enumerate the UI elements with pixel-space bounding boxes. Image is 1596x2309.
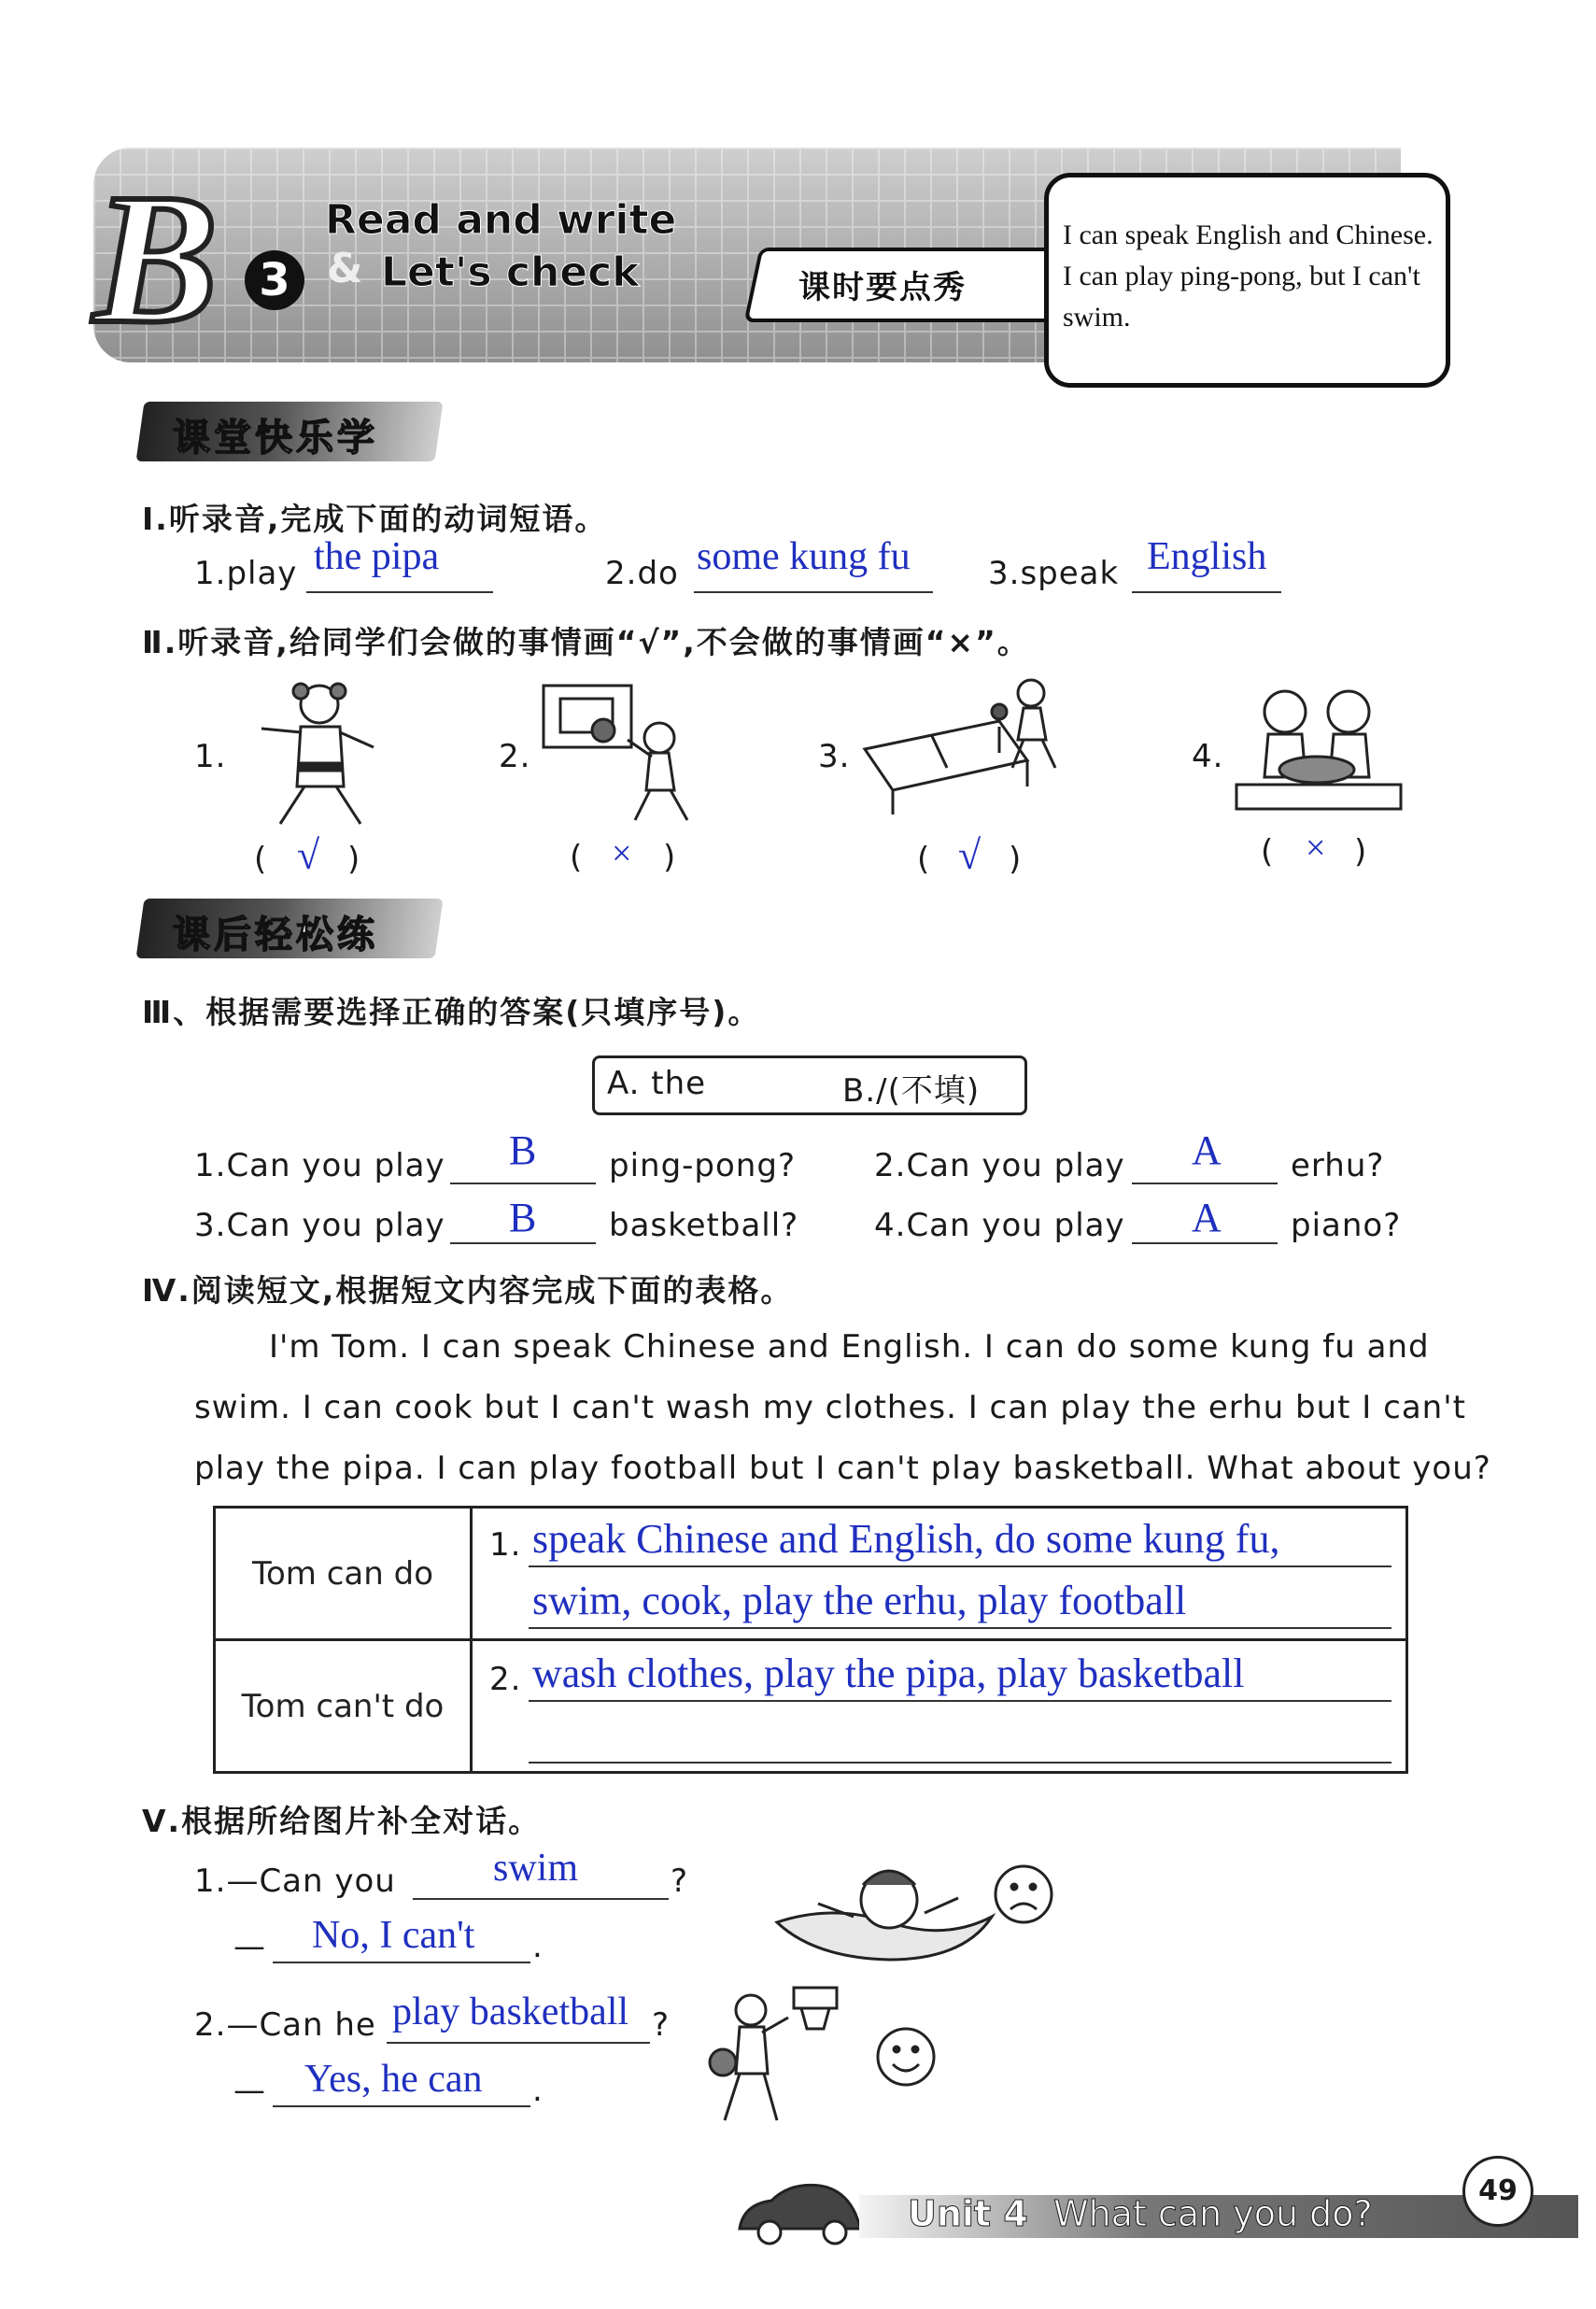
s3-item2-answer: A: [1192, 1127, 1222, 1173]
s3-item4-tail: piano?: [1291, 1207, 1402, 1244]
s1-item1-answer: the pipa: [314, 535, 440, 578]
s3-item3-tail: basketball?: [609, 1207, 799, 1244]
kung-fu-girl-picture: [243, 674, 402, 833]
passage-line3: play the pipa. I can play football but I can't play basketball. What about you?: [194, 1450, 1491, 1487]
q2-end: ?: [652, 2006, 671, 2044]
lesson-title-line1: Read and write: [325, 196, 677, 244]
s1-item1-prompt: 1.play: [194, 555, 298, 592]
row1-answer-line1: speak Chinese and English, do some kung fu,: [532, 1516, 1280, 1562]
lesson-title-line2: Let's check: [381, 248, 640, 296]
passage-line2: swim. I can cook but I can't wash my clothes. I can play the erhu but I can't: [194, 1389, 1466, 1426]
row1-answer-line2: swim, cook, play the erhu, play football: [532, 1578, 1187, 1623]
s2-item3-answer: √: [958, 832, 982, 878]
footer-unit: Unit 4: [908, 2193, 1028, 2234]
a1-end: .: [532, 1928, 544, 1965]
cooking-kids-picture: [1231, 680, 1408, 829]
section-letter: B: [93, 156, 219, 362]
s2-item1-close: ): [347, 841, 361, 878]
s2-item4-num: 4.: [1192, 738, 1224, 775]
section2-title: Ⅱ.听录音,给同学们会做的事情画“√”,不会做的事情画“×”。: [142, 624, 1030, 660]
option-a: A. the: [607, 1065, 707, 1102]
s2-item4-answer: ×: [1306, 829, 1326, 868]
s3-item1-tail: ping-pong?: [609, 1147, 796, 1184]
key-points-text: I can speak English and Chinese. I can play ping-pong, but I can't swim.: [1063, 220, 1434, 333]
s2-item2-close: ): [663, 839, 677, 876]
basketball-man-picture: [699, 1980, 951, 2130]
s2-item1-num: 1.: [194, 738, 227, 775]
q2-answer: play basketball: [392, 1990, 629, 2033]
s2-item1-answer: √: [297, 832, 320, 878]
banner-after-class-label: 课后轻松练: [173, 914, 378, 956]
q2-prompt: 2.—Can he: [194, 2006, 376, 2044]
row2-answer-line1: wash clothes, play the pipa, play basketball: [532, 1650, 1245, 1696]
s2-item2-open: (: [570, 839, 584, 876]
a1-dash: —: [233, 1928, 266, 1965]
ping-pong-girl-picture: [859, 674, 1083, 824]
s2-item4-open: (: [1261, 833, 1275, 871]
s2-item2-answer: ×: [612, 834, 632, 873]
s3-item2-tail: erhu?: [1291, 1147, 1385, 1184]
s2-item1-open: (: [254, 841, 268, 878]
lesson-number-badge: 3: [245, 250, 304, 310]
swimming-boy-picture: [758, 1848, 1066, 1978]
row1-label: Tom can do: [215, 1508, 472, 1640]
passage-line1: I'm Tom. I can speak Chinese and English. I can do some kung fu and: [269, 1328, 1430, 1366]
lesson-title-ampersand: &: [327, 245, 363, 292]
a2-answer: Yes, he can: [304, 2058, 483, 2101]
s3-item1-answer: B: [509, 1127, 537, 1173]
footer-title: What can you do?: [1053, 2193, 1373, 2234]
s3-item1-prompt: 1.Can you play: [194, 1147, 445, 1184]
s2-item2-num: 2.: [499, 738, 531, 775]
banner-class-learning-label: 课堂快乐学: [173, 417, 378, 460]
s3-item2-prompt: 2.Can you play: [874, 1147, 1125, 1184]
s3-item4-answer: A: [1192, 1195, 1222, 1240]
section1-title: Ⅰ.听录音,完成下面的动词短语。: [142, 501, 608, 537]
key-points-tag-label: 课时要点秀: [798, 269, 967, 306]
a1-answer: No, I can't: [312, 1914, 475, 1957]
s2-item3-close: ): [1009, 841, 1023, 878]
s1-item2-answer: some kung fu: [697, 535, 911, 578]
a2-dash: —: [233, 2072, 266, 2109]
section3-title: Ⅲ、根据需要选择正确的答案(只填序号)。: [142, 994, 761, 1030]
s3-item3-answer: B: [509, 1195, 537, 1240]
row2-num: 2.: [489, 1661, 522, 1698]
page-number: 49: [1462, 2156, 1533, 2227]
section4-title: Ⅳ.阅读短文,根据短文内容完成下面的表格。: [142, 1272, 794, 1309]
s1-item3-answer: English: [1147, 535, 1267, 578]
row2-label: Tom can't do: [215, 1640, 472, 1773]
s2-item4-close: ): [1354, 833, 1368, 871]
s2-item3-open: (: [917, 841, 931, 878]
smiley-face-icon: [878, 2029, 934, 2085]
s1-item3-prompt: 3.speak: [988, 555, 1120, 592]
car-icon: [730, 2176, 870, 2251]
basketball-boy-picture: [538, 680, 715, 834]
s1-item2-prompt: 2.do: [605, 555, 679, 592]
sad-face-icon: [996, 1866, 1052, 1922]
s3-item3-prompt: 3.Can you play: [194, 1207, 445, 1244]
s2-item3-num: 3.: [818, 738, 851, 775]
row2-line2[interactable]: [529, 1715, 1391, 1764]
a2-end: .: [532, 2072, 544, 2109]
q1-end: ?: [671, 1863, 689, 1900]
row1-num: 1.: [489, 1526, 522, 1564]
section5-title: Ⅴ.根据所给图片补全对话。: [142, 1803, 542, 1839]
s3-item4-prompt: 4.Can you play: [874, 1207, 1125, 1244]
q1-answer: swim: [493, 1847, 579, 1890]
option-b: B./(不填): [842, 1072, 981, 1110]
q1-prompt: 1.—Can you: [194, 1863, 396, 1900]
